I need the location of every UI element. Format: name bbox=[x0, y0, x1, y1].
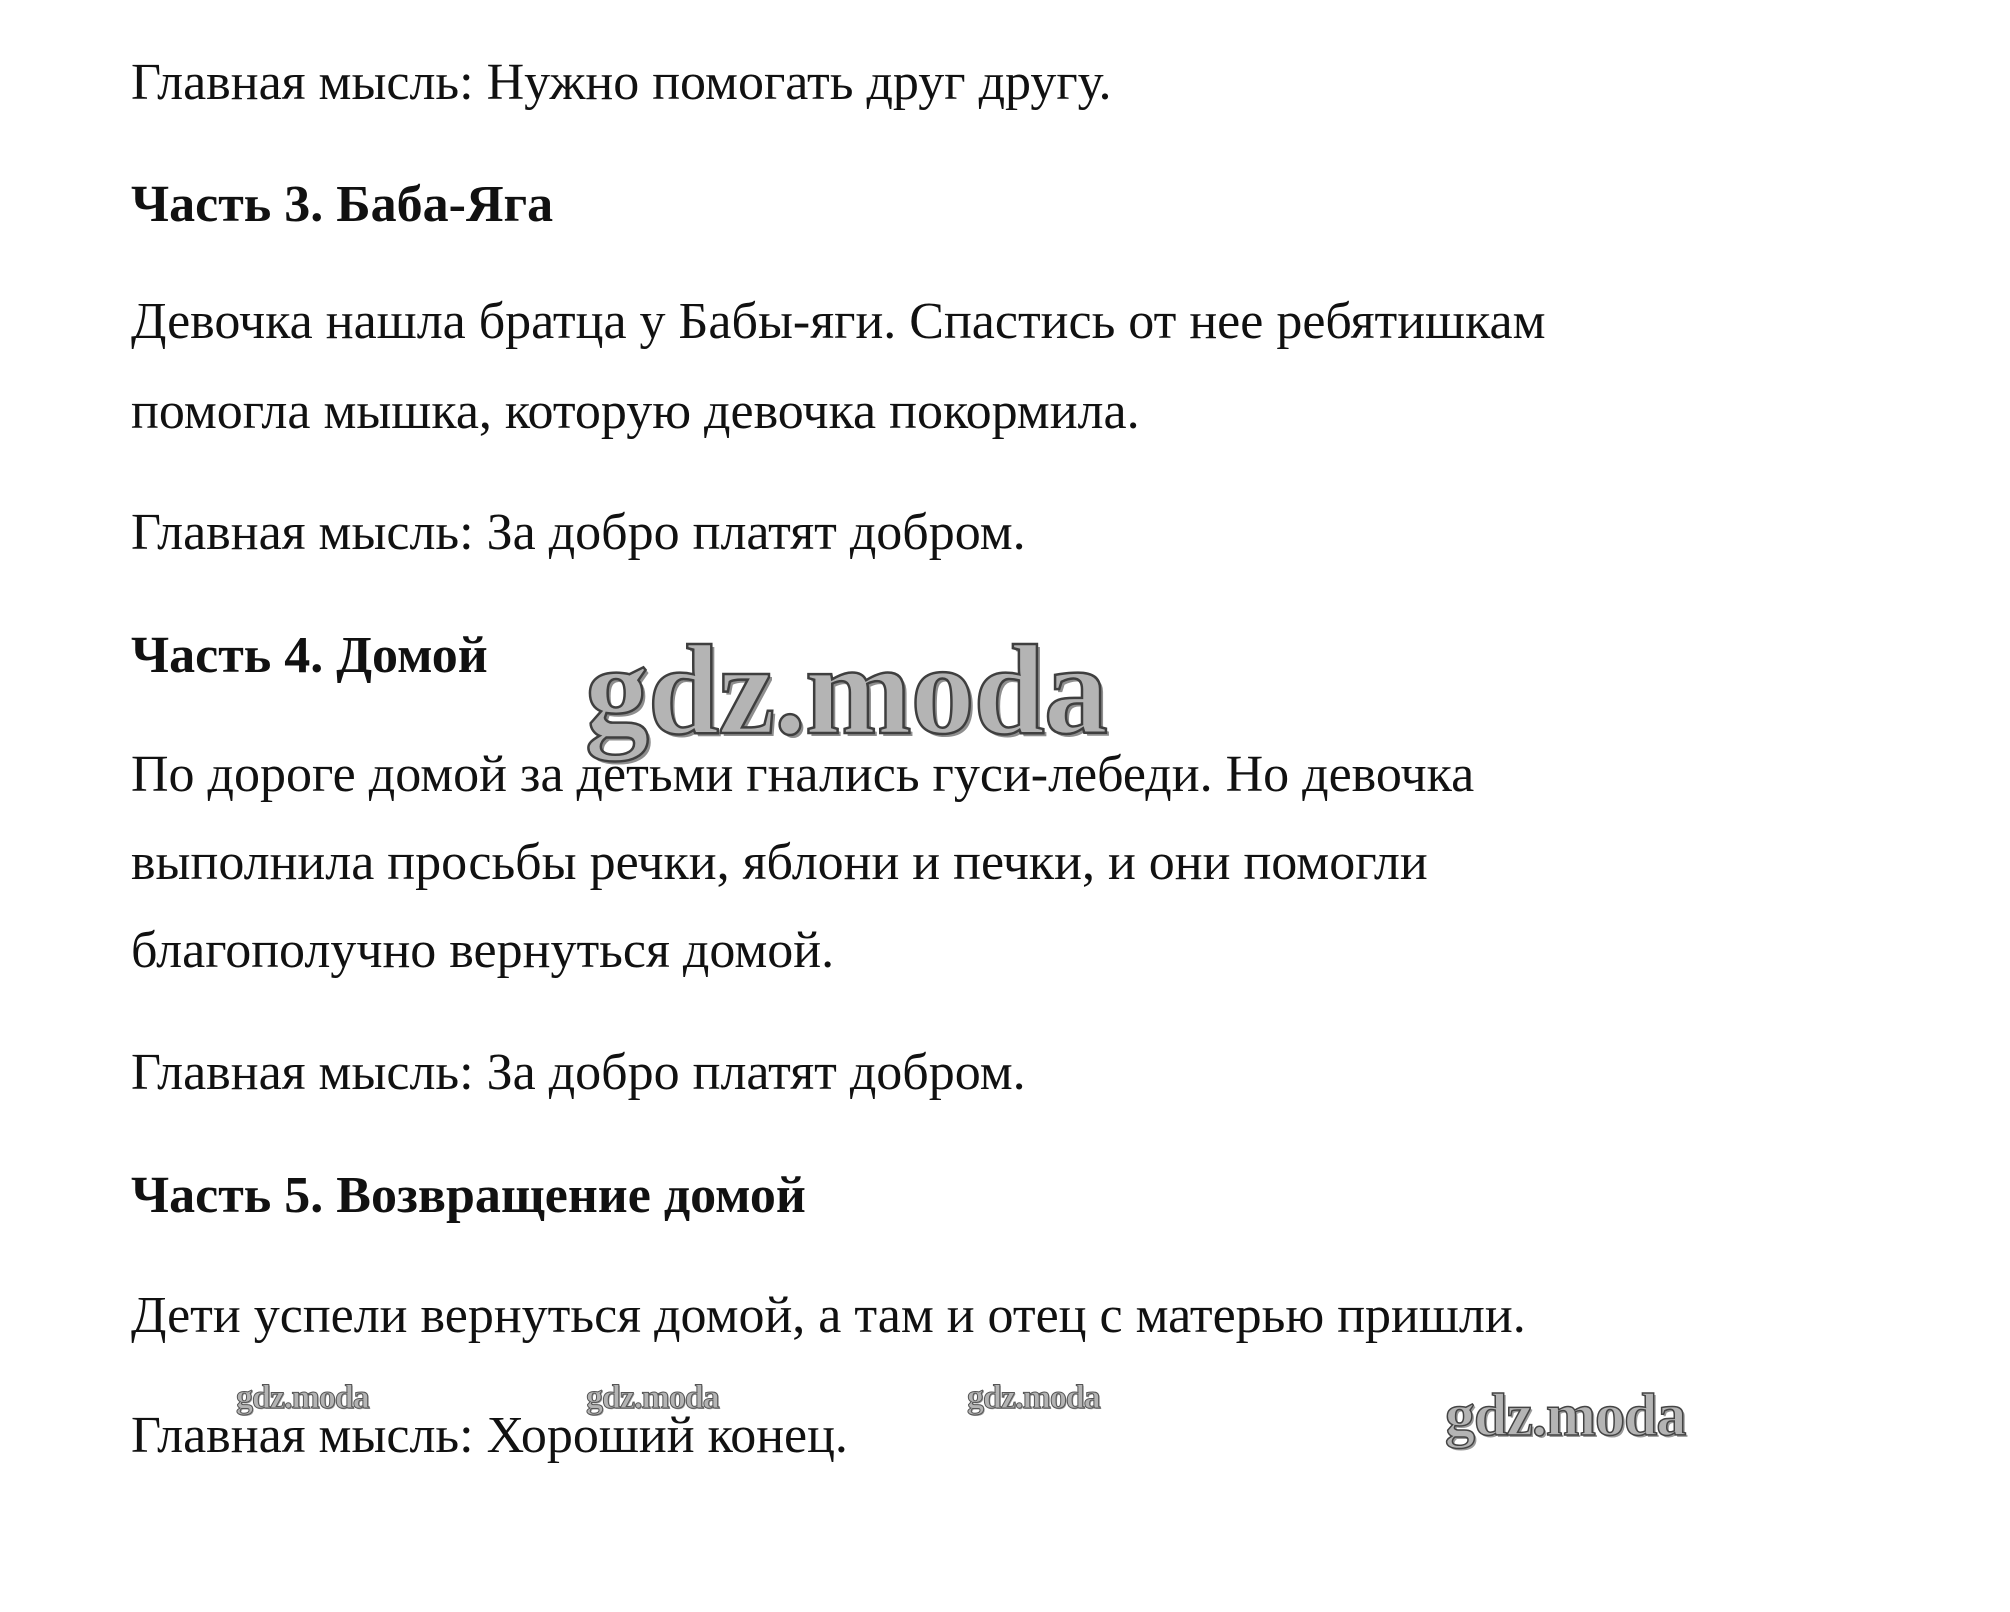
watermark-small-2: gdz.moda bbox=[586, 1379, 719, 1416]
watermark-small-3: gdz.moda bbox=[967, 1379, 1100, 1416]
heading-part-5: Часть 5. Возвращение домой bbox=[131, 1167, 806, 1224]
summary-part-4-line-1: По дороге домой за детьми гнались гуси-лебеди. Но девочка bbox=[131, 746, 1475, 803]
summary-part-4-line-3: благополучно вернуться домой. bbox=[131, 922, 835, 979]
main-idea-part-4: Главная мысль: За добро платят добром. bbox=[131, 1044, 1026, 1101]
main-idea-part-5: Главная мысль: Хороший конец. bbox=[131, 1407, 848, 1464]
summary-part-3-line-2: помогла мышка, которую девочка покормила. bbox=[131, 383, 1140, 440]
summary-part-4-line-2: выполнила просьбы речки, яблони и печки, и они помогли bbox=[131, 834, 1428, 891]
heading-part-3: Часть 3. Баба-Яга bbox=[131, 176, 554, 233]
summary-part-5: Дети успели вернуться домой, а там и отец с матерью пришли. bbox=[131, 1287, 1526, 1344]
watermark-medium: gdz.moda bbox=[1445, 1382, 1686, 1448]
main-idea-part-3: Главная мысль: За добро платят добром. bbox=[131, 504, 1026, 561]
heading-part-4: Часть 4. Домой bbox=[131, 627, 488, 684]
summary-part-3-line-1: Девочка нашла братца у Бабы-яги. Спастись от нее ребятишкам bbox=[131, 293, 1546, 350]
watermark-large: gdz.moda bbox=[585, 619, 1107, 761]
watermark-small-1: gdz.moda bbox=[236, 1379, 369, 1416]
main-idea-part-2: Главная мысль: Нужно помогать друг другу. bbox=[131, 54, 1112, 111]
